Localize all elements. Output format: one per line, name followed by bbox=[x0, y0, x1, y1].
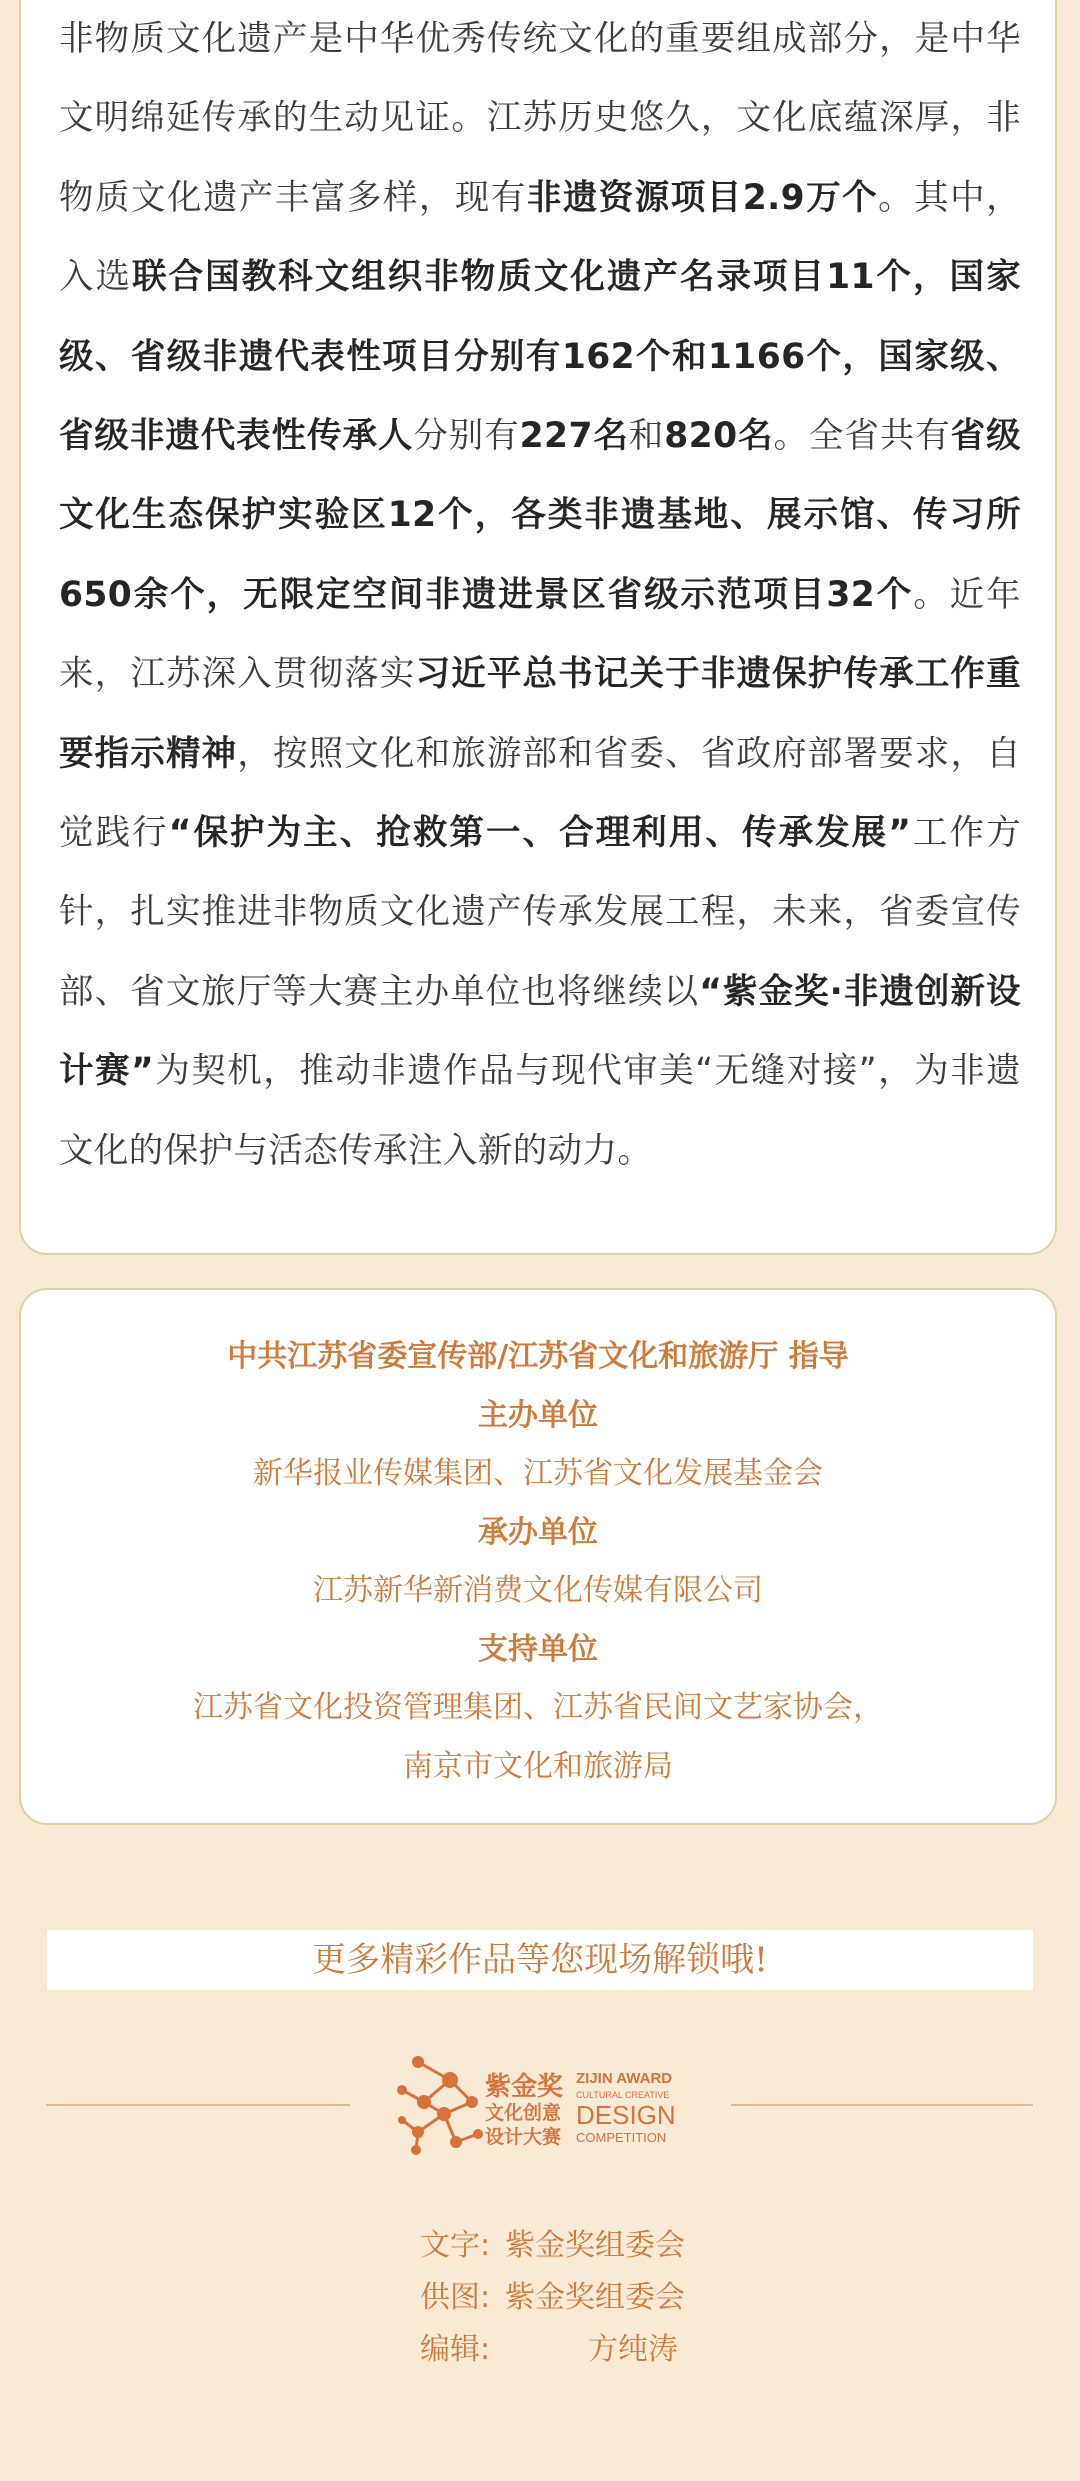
zijin-award-logo bbox=[390, 2050, 690, 2160]
intro-highlight: 习近平总书记关于非遗保护传承工作重要指示精神 bbox=[59, 654, 1021, 774]
organizers-card bbox=[19, 1288, 1057, 1825]
logo-en-line4: COMPETITION bbox=[576, 2130, 667, 2145]
credit-photo-value: 紫金奖组委会 bbox=[505, 2280, 685, 2315]
divider-right bbox=[731, 2104, 1033, 2106]
intro-text-segment: 为契机，推动非遗作品与现代审美“无缝对接”，为非遗文化的保护与活态传承注入新的动力。 bbox=[59, 1051, 1021, 1171]
intro-text-segment: 分别有 bbox=[413, 416, 520, 457]
zijin-network-icon bbox=[390, 2050, 490, 2160]
logo-cn-line1: 紫金奖 bbox=[485, 2072, 564, 2102]
divider-left bbox=[46, 2104, 350, 2106]
credit-editor-label: 编辑: bbox=[420, 2332, 491, 2367]
support-units-line1: 江苏省文化投资管理集团、江苏省民间文艺家协会， bbox=[193, 1690, 883, 1725]
more-works-banner: 更多精彩作品等您现场解锁哦! bbox=[47, 1930, 1033, 1990]
intro-highlight: 820名 bbox=[664, 416, 774, 457]
intro-text-segment: 。其中，入选 bbox=[59, 177, 1022, 298]
logo-cn-line3: 设计大赛 bbox=[485, 2126, 562, 2148]
organizer-unit: 江苏新华新消费文化传媒有限公司 bbox=[313, 1573, 763, 1608]
credit-photo-label: 供图: bbox=[420, 2280, 491, 2315]
organizer-title: 承办单位 bbox=[478, 1514, 598, 1550]
intro-highlight: “紫金奖·非遗创新设计赛” bbox=[59, 971, 1022, 1092]
intro-text-segment: 和 bbox=[628, 416, 665, 457]
logo-en-line2: CULTURAL CREATIVE bbox=[576, 2090, 670, 2100]
host-units: 新华报业传媒集团、江苏省文化发展基金会 bbox=[253, 1456, 823, 1491]
logo-cn-line2: 文化创意 bbox=[485, 2102, 562, 2124]
support-units-line2: 南京市文化和旅游局 bbox=[403, 1748, 673, 1784]
intro-highlight: 省级文化生态保护实验区12个，各类非遗基地、展示馆、传习所650余个，无限定空间非遗进景区省级示范项目32个 bbox=[59, 416, 1021, 615]
support-title: 支持单位 bbox=[478, 1631, 598, 1667]
intro-highlight: 联合国教科文组织非物质文化遗产名录项目11个，国家级、省级非遗代表性项目分别有162个和1166个，国家级、省级非遗代表性传承人 bbox=[59, 257, 1021, 457]
guidance-line: 中共江苏省委宣传部/江苏省文化和旅游厅 指导 bbox=[227, 1339, 849, 1374]
intro-paragraph bbox=[59, 0, 1021, 1191]
intro-highlight: “保护为主、抢救第一、合理利用、传承发展” bbox=[168, 813, 912, 854]
intro-highlight: 227名 bbox=[519, 416, 629, 457]
intro-text-segment: 非物质文化遗产是中华优秀传统文化的重要组成部分，是中华文明绵延传承的生动见证。江苏历史悠久，文化底蕴深厚，非物质文化遗产丰富多样，现有 bbox=[59, 19, 1021, 218]
host-title: 主办单位 bbox=[478, 1397, 598, 1433]
credit-editor-value: 方纯涛 bbox=[588, 2332, 678, 2367]
intro-text-segment: 工作方针，扎实推进非物质文化遗产传承发展工程，未来，省委宣传部、省文旅厅等大赛主办单位也将继续以 bbox=[59, 813, 1021, 1012]
intro-text-segment: 。近年来，江苏深入贯彻落实 bbox=[59, 574, 1021, 695]
logo-en-line1: ZIJIN AWARD bbox=[576, 2070, 673, 2087]
credit-text-value: 紫金奖组委会 bbox=[505, 2228, 685, 2263]
logo-en-line3: DESIGN bbox=[576, 2100, 676, 2130]
intro-highlight: 非遗资源项目2.9万个 bbox=[526, 177, 879, 218]
credit-text-label: 文字: bbox=[420, 2228, 491, 2263]
intro-card bbox=[19, 0, 1057, 1255]
intro-text-segment: 。全省共有 bbox=[773, 416, 951, 457]
intro-text-segment: ，按照文化和旅游部和省委、省政府部署要求，自觉践行 bbox=[59, 733, 1021, 854]
